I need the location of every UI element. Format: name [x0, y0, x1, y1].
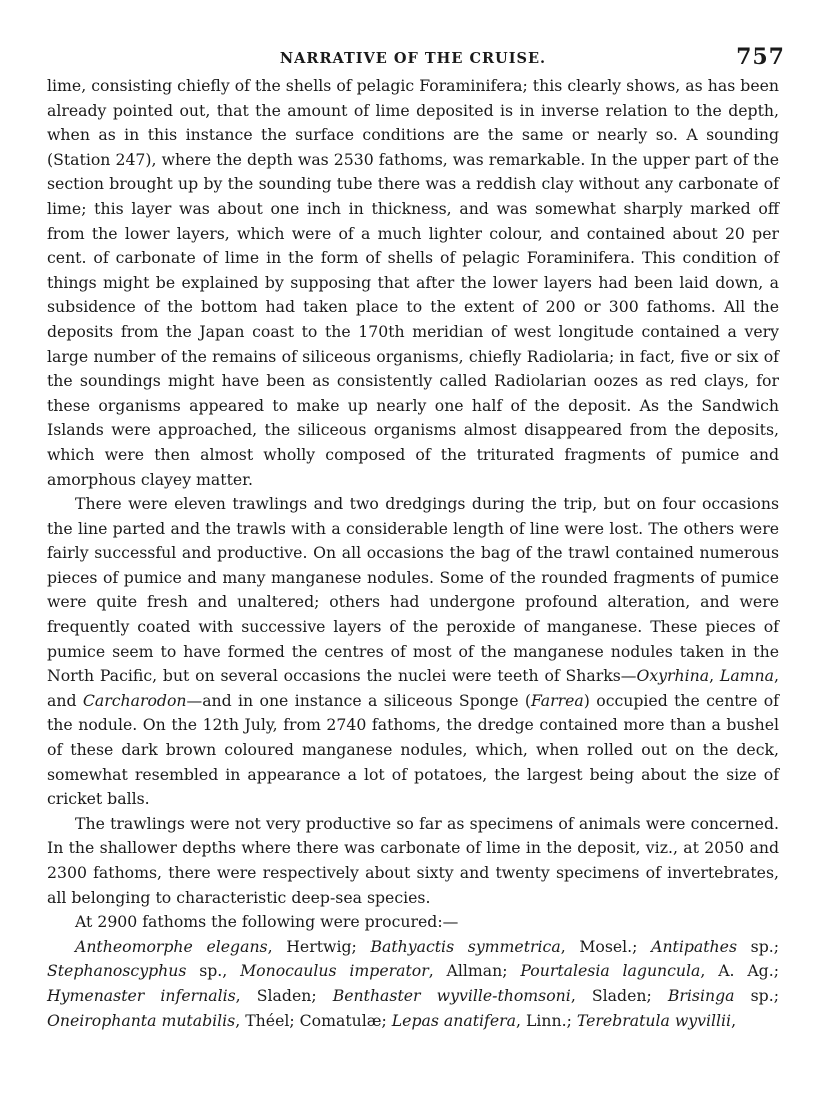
species-authority: , Sladen;: [570, 985, 668, 1005]
genus-lamna: Lamna: [719, 666, 775, 686]
paragraph-trawlings: [47, 492, 779, 812]
trawlings-text-c: ) occupied the centre of the nodule. On the 12th July, from 2740 fathoms, the dredge contained more than a bushel of these dark brown coloured manganese nodules, which, when rolled out on the deck, somewhat resembled in appearance a lot of potatoes, the largest being about the size of cricket balls.: [47, 690, 779, 809]
species-name: Oneirophanta mutabilis: [47, 1010, 236, 1030]
species-authority: , Sladen;: [235, 985, 333, 1005]
species-name: Brisinga: [667, 985, 735, 1005]
species-name: Bathyactis symmetrica: [370, 936, 561, 956]
species-name: Monocaulus imperator: [240, 961, 429, 981]
genus-farrea: Farrea: [530, 690, 584, 710]
separator-1: ,: [709, 666, 720, 686]
species-authority: sp.;: [737, 936, 780, 956]
species-authority: , Linn.;: [515, 1010, 577, 1030]
paragraph-procured-intro: At 2900 fathoms the following were procured:—: [75, 912, 459, 932]
species-authority: , Théel; Comatulæ;: [235, 1010, 392, 1030]
species-authority: sp.,: [186, 961, 241, 981]
species-authority: , A. Ag.;: [700, 961, 779, 981]
species-name: Antipathes: [651, 936, 737, 956]
species-name: Pourtalesia laguncula: [520, 961, 701, 981]
trawlings-text-a: There were eleven trawlings and two dredgings during the trip, but on four occasions the line parted and the trawls with a considerable length of line were lost. The others were fairly successful and productive. On all occasions the bag of the trawl contained numerous pieces of pumice and many manganese nodules. Some of the rounded fragments of pumice were quite fresh and unaltered; others had undergone profound alteration, and were frequently coated with successive layers of the peroxide of manganese. These pieces of pumice seem to have formed the centres of most of the manganese nodules taken in the North Pacific, but on several occasions the nuclei were teeth of Sharks—: [47, 494, 779, 686]
species-name: Hymenaster infernalis: [47, 985, 236, 1005]
species-name: Benthaster wyville-thomsoni: [332, 985, 571, 1005]
species-name: Terebratula wyvillii: [576, 1010, 732, 1030]
species-name: Antheomorphe elegans: [75, 936, 268, 956]
genus-oxyrhina: Oxyrhina: [636, 666, 710, 686]
paragraph-productivity: The trawlings were not very productive so far as specimens of animals were concerned. In the shallower depths where there was carbonate of lime in the deposit, viz., at 2050 and 2300 fathoms, there were respectively about sixty and twenty specimens of invertebrates, all belonging to characteristic deep-sea species.: [47, 813, 779, 907]
document-page: [47, 44, 785, 1033]
body-text: [47, 74, 779, 1033]
page-number: 757: [736, 44, 785, 70]
separator-2: , and: [47, 666, 780, 710]
species-list: [47, 935, 779, 1033]
species-authority: , Allman;: [428, 961, 521, 981]
paragraph-deposits: lime, consisting chiefly of the shells of pelagic Foraminifera; this clearly shows, as has been already pointed out, that the amount of lime deposited is in inverse relation to the depth, when as in this instance the surface conditions are the same or nearly so. A sounding (Station 247), where the depth was 2530 fathoms, was remarkable. In the upper part of the section brought up by the sounding tube there was a reddish clay without any carbonate of lime; this layer was about one inch in thickness, and was somewhat sharply marked off from the lower layers, which were of a much lighter colour, and contained about 20 per cent. of carbonate of lime in the form of shells of pelagic Foraminifera. This condition of things might be explained by supposing that after the lower layers had been laid down, a subsidence of the bottom had taken place to the extent of 200 or 300 fathoms. All the deposits from the Japan coast to the 170th meridian of west longitude contained a very large number of the remains of siliceous organisms, chiefly Radiolaria; in fact, five or six of the soundings might have been as consistently called Radiolarian oozes as red clays, for these organisms appeared to make up nearly one half of the deposit. As the Sandwich Islands were approached, the siliceous organisms almost disappeared from the deposits, which were then almost wholly composed of the triturated fragments of pumice and amorphous clayey matter.: [47, 76, 779, 489]
species-name: Lepas anatifera: [391, 1010, 516, 1030]
species-authority: , Mosel.;: [560, 936, 652, 956]
species-authority: ,: [731, 1010, 737, 1030]
species-name: Stephanoscyphus: [47, 961, 187, 981]
trawlings-text-b: —and in one instance a siliceous Sponge (: [186, 690, 531, 710]
running-title: NARRATIVE OF THE CRUISE.: [279, 50, 547, 67]
species-authority: , Hertwig;: [267, 936, 371, 956]
running-head: [47, 44, 785, 74]
species-authority: sp.;: [734, 985, 779, 1005]
genus-carcharodon: Carcharodon: [82, 690, 187, 710]
